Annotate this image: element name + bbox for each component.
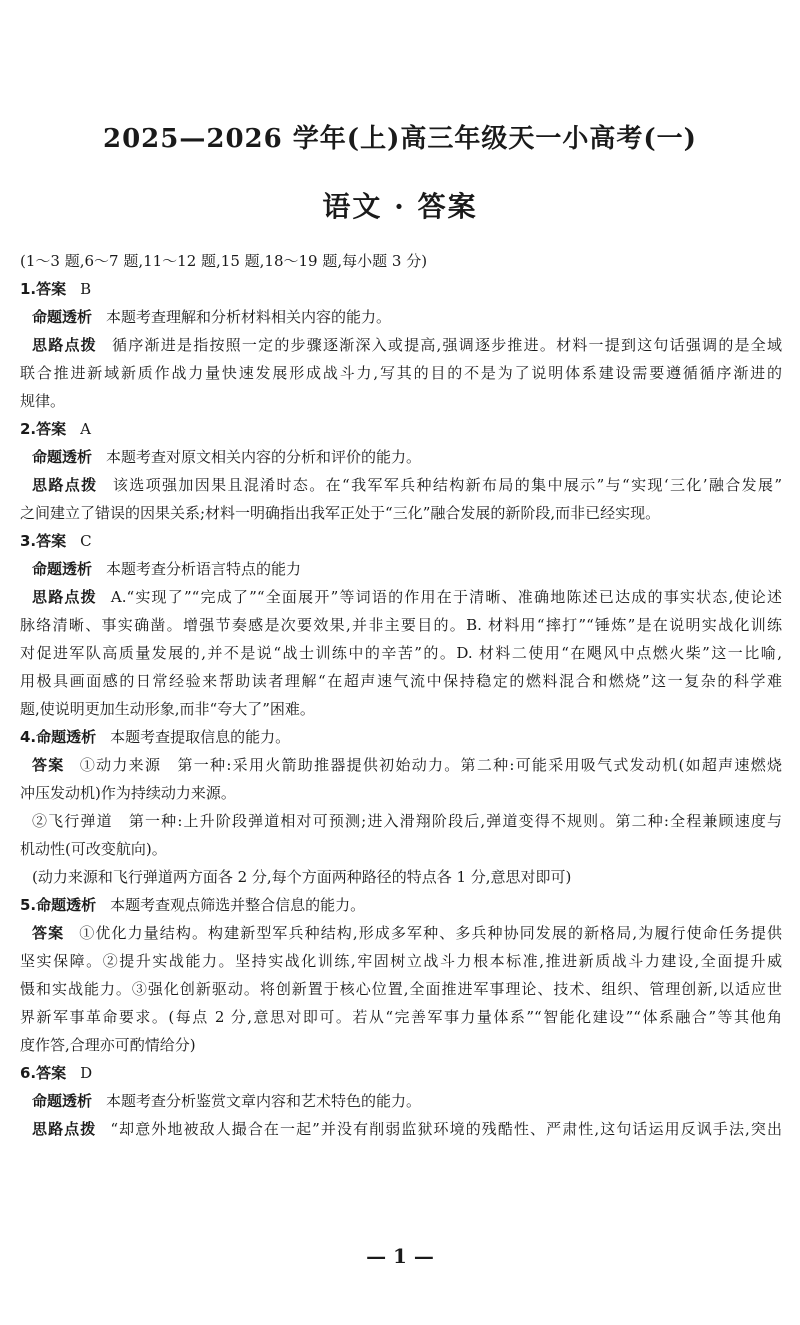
q3-analysis-text: 本题考查分析语言特点的能力 — [106, 560, 302, 578]
q4-analysis-text: 本题考查提取信息的能力。 — [110, 728, 291, 746]
q1-hint-line-1 — [20, 331, 782, 359]
q6-number: 6. — [20, 1064, 37, 1082]
q6-analysis-row — [20, 1087, 782, 1115]
q4-score-note: (动力来源和飞行弹道两方面各 2 分,每个方面两种路径的特点各 1 分,意思对即可) — [32, 868, 572, 886]
q5-number: 5. — [20, 896, 37, 914]
q3-hint-line-4: 用极具画面感的日常经验来帮助读者理解“在超声速气流中保持稳定的燃料混合和燃烧”这一复杂的科学难 — [20, 672, 782, 690]
q3-number: 3. — [20, 532, 37, 550]
q4-answer-text: ①动力来源 第一种:采用火箭助推器提供初始动力。第二种:可能采用吸气式发动机(如超声速燃烧 — [78, 756, 782, 774]
score-note: (1～3 题,6～7 题,11～12 题,15 题,18～19 题,每小题 3 分) — [20, 252, 428, 270]
q6-hint-label: 思路点拨 — [32, 1120, 97, 1138]
q4-answer-line-2: 冲压发动机)作为持续动力来源。 — [20, 784, 236, 802]
q5-analysis-label: 命题透析 — [36, 896, 97, 914]
q2-analysis-label: 命题透析 — [32, 448, 93, 466]
q2-hint-text: 该选项强加因果且混淆时态。在“我军军兵种结构新布局的集中展示”与“实现‘三化’融合发展” — [111, 476, 782, 494]
q4-number: 4. — [20, 728, 37, 746]
q4-answer-line-1 — [20, 751, 782, 779]
q6-hint-line-1 — [20, 1115, 782, 1143]
q2-number: 2. — [20, 420, 37, 438]
q1-hint-label: 思路点拨 — [32, 336, 97, 354]
q5-answer-line-4: 界新军事革命要求。(每点 2 分,意思对即可。若从“完善军事力量体系”“智能化建设”“体系融合”等其他角 — [20, 1008, 782, 1026]
q5-answer-line-5: 度作答,合理亦可酌情给分) — [20, 1036, 196, 1054]
q5-answer-line-2: 坚实保障。②提升实战能力。坚持实战化训练,牢固树立战斗力根本标准,推进新质战斗力建设,全面提升威 — [20, 952, 782, 970]
q4-answer-label: 答案 — [32, 756, 65, 774]
answer-content — [20, 247, 782, 1143]
q1-answer-row — [20, 275, 782, 303]
q5-answer-label: 答案 — [32, 924, 65, 942]
q6-answer-label: 答案 — [36, 1064, 67, 1082]
q6-answer-value: D — [80, 1064, 93, 1082]
q5-analysis-text: 本题考查观点筛选并整合信息的能力。 — [110, 896, 366, 914]
q3-hint-line-5: 题,使说明更加生动形象,而非“夸大了”困难。 — [20, 700, 315, 718]
q3-hint-line-1 — [20, 583, 782, 611]
q1-answer-value: B — [80, 280, 92, 298]
q3-analysis-row — [20, 555, 782, 583]
q4-answer2-line-2: 机动性(可改变航向)。 — [20, 840, 167, 858]
q1-hint-line-3: 规律。 — [20, 392, 66, 410]
q3-hint-line-2: 脉络清晰、事实确凿。增强节奏感是次要效果,并非主要目的。B. 材料用“摔打”“锤炼”是在说明实战化训练 — [20, 616, 782, 634]
q1-hint-text: 循序渐进是指按照一定的步骤逐渐深入或提高,强调逐步推进。材料一提到这句话强调的是全域 — [110, 336, 782, 354]
q1-answer-label: 答案 — [36, 280, 67, 298]
page-number: — 1 — — [366, 1244, 434, 1268]
q1-analysis-text: 本题考查理解和分析材料相关内容的能力。 — [106, 308, 392, 326]
q5-answer-line-3: 慑和实战能力。③强化创新驱动。将创新置于核心位置,全面推进军事理论、技术、组织、管理创新,以适应世 — [20, 980, 782, 998]
q3-answer-label: 答案 — [36, 532, 67, 550]
q6-answer-row — [20, 1059, 782, 1087]
q5-answer-line-1 — [20, 919, 782, 947]
q1-analysis-label: 命题透析 — [32, 308, 93, 326]
q2-analysis-row — [20, 443, 782, 471]
q3-hint-label: 思路点拨 — [32, 588, 97, 606]
q2-hint-label: 思路点拨 — [32, 476, 98, 494]
q2-answer-row — [20, 415, 782, 443]
q5-answer-text: ①优化力量结构。构建新型军兵种结构,形成多军种、多兵种协同发展的新格局,为履行使命任务提供 — [78, 924, 782, 942]
q6-hint-text: “却意外地被敌人撮合在一起”并没有削弱监狱环境的残酷性、严肃性,这句话运用反讽手法,突出 — [110, 1120, 782, 1138]
q3-answer-value: C — [80, 532, 92, 550]
q2-hint-line-2: 之间建立了错误的因果关系;材料一明确指出我军正处于“三化”融合发展的新阶段,而非已经实现。 — [20, 504, 661, 522]
q5-analysis-row — [20, 891, 782, 919]
q1-number: 1. — [20, 280, 37, 298]
q4-answer2-line-1: ②飞行弹道 第一种:上升阶段弹道相对可预测;进入滑翔阶段后,弹道变得不规则。第二种:全程兼顾速度与 — [32, 812, 782, 830]
q4-analysis-label: 命题透析 — [36, 728, 97, 746]
document-subtitle: 语文 · 答案 — [322, 190, 478, 223]
q3-answer-row — [20, 527, 782, 555]
q2-analysis-text: 本题考查对原文相关内容的分析和评价的能力。 — [106, 448, 422, 466]
q2-answer-label: 答案 — [36, 420, 67, 438]
q1-analysis-row — [20, 303, 782, 331]
q2-hint-line-1 — [20, 471, 782, 499]
q2-answer-value: A — [80, 420, 91, 438]
q6-analysis-label: 命题透析 — [32, 1092, 93, 1110]
q3-analysis-label: 命题透析 — [32, 560, 93, 578]
q6-analysis-text: 本题考查分析鉴赏文章内容和艺术特色的能力。 — [106, 1092, 422, 1110]
q3-hint-line-3: 对促进军队高质量发展的,并不是说“战士训练中的辛苦”的。D. 材料二使用“在飓风中点燃火柴”这一比喻, — [20, 644, 782, 662]
document-title: 2025—2026 学年(上)高三年级天一小高考(一) — [103, 124, 697, 154]
q4-analysis-row — [20, 723, 782, 751]
q1-hint-line-2: 联合推进新域新质作战力量快速发展形成战斗力,写其的目的不是为了说明体系建设需要遵循循序渐进的 — [20, 364, 782, 382]
q3-hint-text: A.“实现了”“完成了”“全面展开”等词语的作用在于清晰、准确地陈述已达成的事实状态,使论述 — [110, 588, 782, 606]
